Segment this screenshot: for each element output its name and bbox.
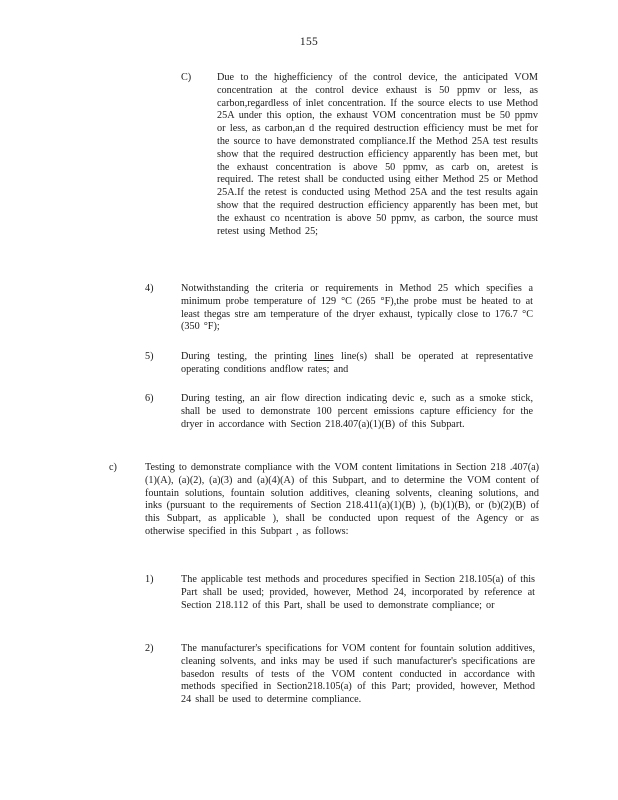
page-number: 155 bbox=[299, 36, 319, 48]
paragraph-marker: c) bbox=[109, 462, 117, 473]
paragraph-marker: 5) bbox=[145, 351, 154, 362]
text-segment: line(s) shall be operated at representative operating conditions andflow rates; and bbox=[181, 351, 533, 375]
paragraph-text bbox=[181, 351, 533, 377]
underlined-text: lines bbox=[314, 351, 334, 362]
paragraph-text: Notwithstanding the criteria or requirements in Method 25 which specifies a minimum probe temperature of 129 °C (265 °F),the probe must be heated to at least thegas stre am temperature of the dryer exhaust, typically close to 176.7 °C (350 °F); bbox=[181, 283, 533, 333]
paragraph-marker: C) bbox=[181, 72, 192, 83]
paragraph-text: Testing to demonstrate compliance with the VOM content limitations in Section 218 .407(a)(1)(A), (a)(2), (a)(3) and (a)(4)(A) of this Subpart, and to determine the VOM content of fountain solutions, fountain solution additives, cleaning solvents, cleaning solutions, and inks (pursuant to the requirements of Section 218.411(a)(1)(B) ), (b)(1)(B), or (b)(2)(B) of this Subpart, as applicable ), shall be conducted upon request of the Agency or as otherwise specified in this Subpart , as follows: bbox=[145, 462, 539, 537]
paragraph-marker: 4) bbox=[145, 283, 154, 294]
paragraph-marker: 2) bbox=[145, 643, 154, 654]
paragraph-marker: 6) bbox=[145, 393, 154, 404]
paragraph-text: During testing, an air flow direction indicating devic e, such as a smoke stick, shall be used to demonstrate 100 percent emissions capture efficiency for the dryer in accordance with Section 218.407(a)(1)(B) of this Subpart. bbox=[181, 393, 533, 430]
paragraph-text: The manufacturer's specifications for VOM content for fountain solution additives, cleaning solvents, and inks may be used if such manufacturer's specifications are basedon results of tests of the VOM content conducted in accordance with methods specified in Section218.105(a) of this Part; provided, however, Method 24 shall be used to determine compliance. bbox=[181, 643, 535, 706]
text-segment: During testing, the printing bbox=[181, 351, 315, 362]
paragraph-text: Due to the highefficiency of the control device, the anticipated VOM concentration at the control device exhaust is 50 ppmv or less, as carbon,regardless of inlet concentration. If the source elects to use Method 25A under this option, the exhaust VOM concentration must be 50 ppmv or less, as carbon,an d the required destruction efficiency must be met for the source to have demonstrated compliance.If the Method 25A test results show that the required destruction efficiency apparently has been met, but the exhaust concentration is above 50 ppmv, as carb on, aretest is required. The retest shall be conducted using either Method 25 or Method 25A.If the retest is conducted using Method 25A and the test results again show that the required destruction efficiency apparently has been met, but the exhaust co ncentration is above 50 ppmv, as carbon, the source must retest using Method 25; bbox=[217, 72, 538, 237]
paragraph-text: The applicable test methods and procedures specified in Section 218.105(a) of this Part shall be used; provided, however, Method 24, incorporated by reference at Section 218.112 of this Part, shall be used to demonstrate compliance; or bbox=[181, 574, 535, 611]
paragraph-marker: 1) bbox=[145, 574, 154, 585]
